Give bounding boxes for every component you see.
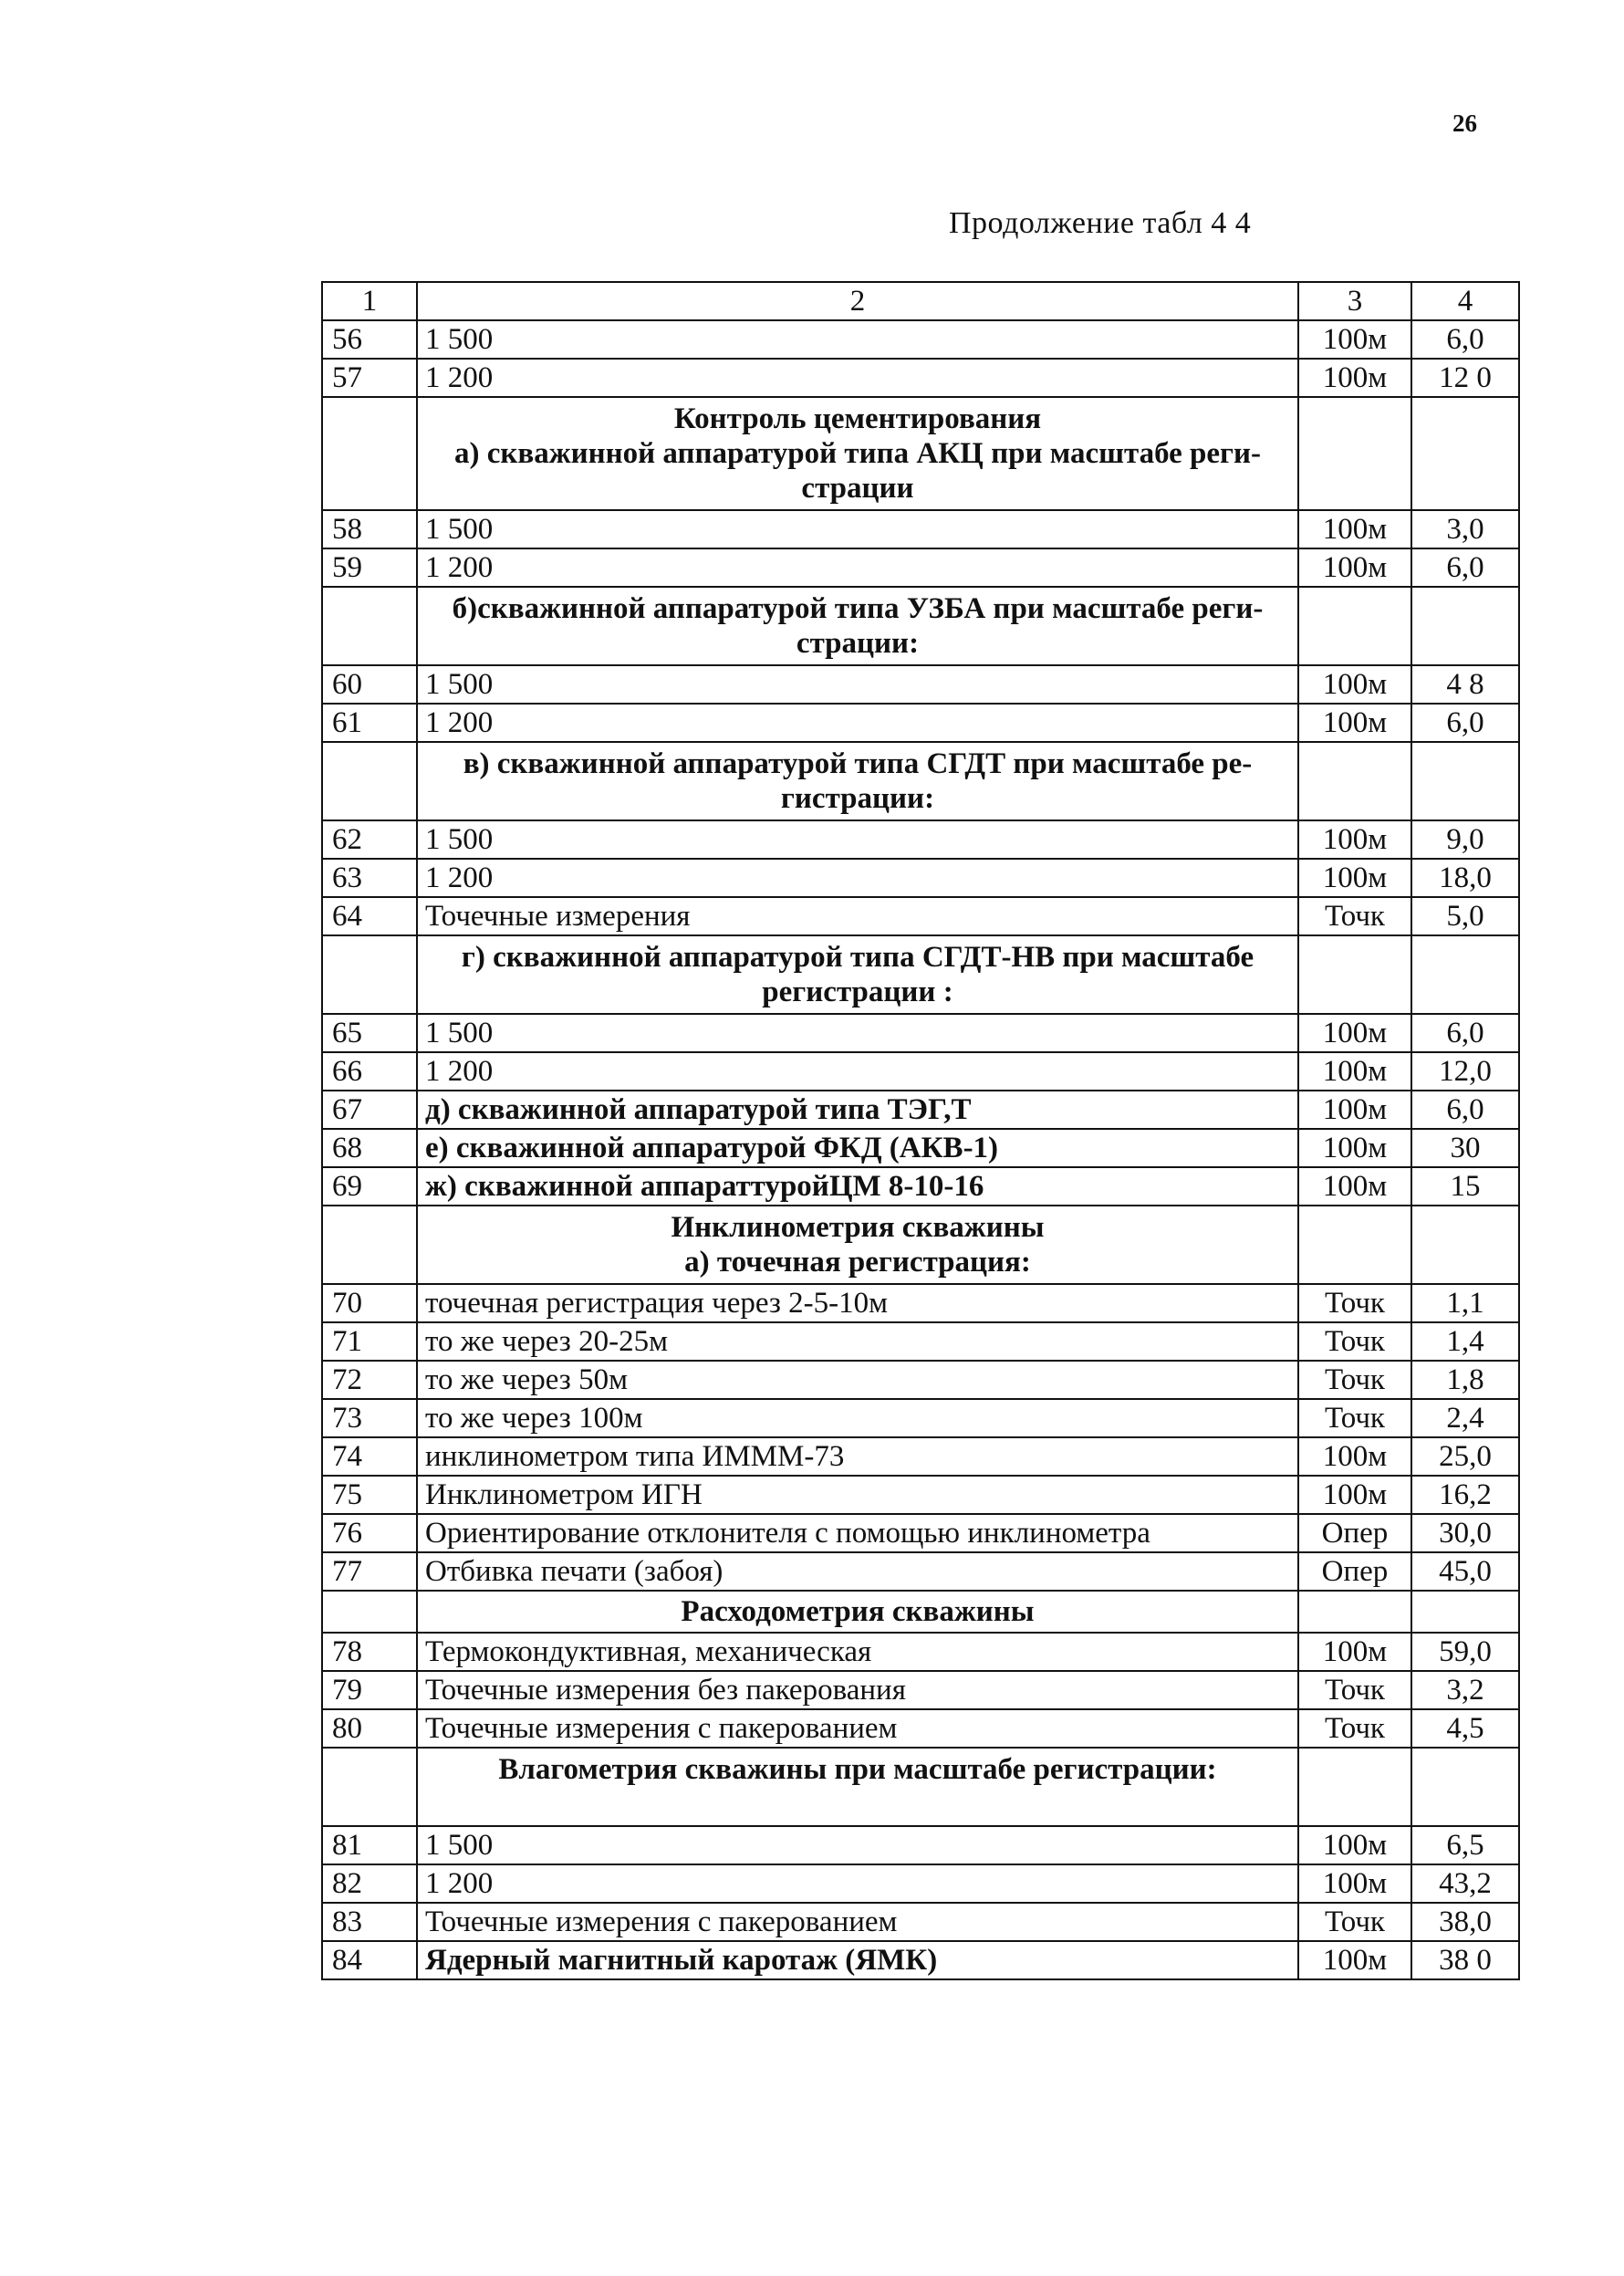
table-row	[322, 897, 1519, 935]
section-heading-row	[322, 935, 1519, 1014]
section-heading	[417, 397, 1298, 510]
row-unit: Точк	[1298, 1284, 1411, 1322]
row-unit: 100м	[1298, 859, 1411, 897]
row-description: то же через 20-25м	[417, 1322, 1298, 1361]
row-number: 76	[322, 1514, 417, 1552]
row-description: 1 500	[417, 320, 1298, 359]
row-number: 84	[322, 1941, 417, 1979]
table-row	[322, 859, 1519, 897]
row-value: 3,0	[1411, 510, 1519, 548]
row-description: 1 200	[417, 859, 1298, 897]
row-description: Точечные измерения без пакерования	[417, 1671, 1298, 1709]
section-heading-line: б)скважинной аппаратурой типа УЗБА при масштабе реги-	[452, 592, 1264, 625]
section-heading-line: а) скважинной аппаратурой типа АКЦ при масштабе реги-	[453, 437, 1262, 470]
row-unit: 100м	[1298, 1941, 1411, 1979]
row-value: 1,1	[1411, 1284, 1519, 1322]
row-description: 1 200	[417, 704, 1298, 742]
section-heading-line: страции:	[796, 627, 920, 660]
row-value: 2,4	[1411, 1399, 1519, 1437]
row-unit: Опер	[1298, 1514, 1411, 1552]
row-number: 69	[322, 1167, 417, 1206]
table-body	[322, 282, 1519, 1979]
table-row	[322, 359, 1519, 397]
row-value: 12,0	[1411, 1052, 1519, 1091]
table-row	[322, 1284, 1519, 1322]
row-value: 1,4	[1411, 1322, 1519, 1361]
empty-cell	[1411, 1748, 1519, 1826]
section-heading-line: гистрации:	[780, 782, 935, 815]
row-value: 6,0	[1411, 1091, 1519, 1129]
section-heading-line: страции	[801, 472, 914, 505]
table-row	[322, 1552, 1519, 1591]
empty-cell	[322, 1748, 417, 1826]
row-number: 65	[322, 1014, 417, 1052]
row-value: 30	[1411, 1129, 1519, 1167]
row-description: Инклинометром ИГН	[417, 1476, 1298, 1514]
section-heading-row	[322, 742, 1519, 820]
row-description: то же через 100м	[417, 1399, 1298, 1437]
table-row	[322, 1052, 1519, 1091]
row-description: 1 200	[417, 1864, 1298, 1903]
empty-cell	[1298, 397, 1411, 510]
row-number: 81	[322, 1826, 417, 1864]
table-row	[322, 1476, 1519, 1514]
header-col-4: 4	[1411, 282, 1519, 320]
table-row	[322, 1864, 1519, 1903]
row-unit: 100м	[1298, 665, 1411, 704]
row-value: 25,0	[1411, 1437, 1519, 1476]
row-unit: 100м	[1298, 1167, 1411, 1206]
table-row	[322, 1941, 1519, 1979]
table-row	[322, 704, 1519, 742]
table-header-row	[322, 282, 1519, 320]
table-row	[322, 1129, 1519, 1167]
row-description: 1 500	[417, 820, 1298, 859]
row-description: точечная регистрация через 2-5-10м	[417, 1284, 1298, 1322]
row-value: 9,0	[1411, 820, 1519, 859]
section-heading-line: регистрации :	[762, 976, 953, 1008]
section-heading	[417, 1591, 1298, 1633]
row-number: 60	[322, 665, 417, 704]
section-heading-line: г) скважинной аппаратурой типа СГДТ-НВ при масштабе	[461, 941, 1254, 974]
section-heading	[417, 1206, 1298, 1284]
row-unit: 100м	[1298, 510, 1411, 548]
table-row	[322, 1091, 1519, 1129]
empty-cell	[1411, 587, 1519, 665]
table-row	[322, 1671, 1519, 1709]
row-number: 70	[322, 1284, 417, 1322]
header-col-1: 1	[322, 282, 417, 320]
row-number: 73	[322, 1399, 417, 1437]
row-value: 6,0	[1411, 704, 1519, 742]
empty-cell	[1298, 1206, 1411, 1284]
row-value: 6,0	[1411, 320, 1519, 359]
table-row	[322, 1633, 1519, 1671]
row-number: 75	[322, 1476, 417, 1514]
row-number: 82	[322, 1864, 417, 1903]
row-unit: 100м	[1298, 1864, 1411, 1903]
row-number: 67	[322, 1091, 417, 1129]
row-description: 1 500	[417, 1826, 1298, 1864]
row-number: 72	[322, 1361, 417, 1399]
row-number: 71	[322, 1322, 417, 1361]
row-value: 30,0	[1411, 1514, 1519, 1552]
row-value: 12 0	[1411, 359, 1519, 397]
row-description: Ориентирование отклонителя с помощью инклинометра	[417, 1514, 1298, 1552]
row-number: 61	[322, 704, 417, 742]
row-description: е) скважинной аппаратурой ФКД (АКВ-1)	[417, 1129, 1298, 1167]
page-number: 26	[1452, 110, 1477, 137]
row-unit: Точк	[1298, 1709, 1411, 1748]
row-number: 62	[322, 820, 417, 859]
row-value: 59,0	[1411, 1633, 1519, 1671]
table-row	[322, 1361, 1519, 1399]
empty-cell	[322, 1206, 417, 1284]
row-unit: 100м	[1298, 1476, 1411, 1514]
empty-cell	[322, 935, 417, 1014]
row-description: 1 500	[417, 1014, 1298, 1052]
table-row	[322, 320, 1519, 359]
row-value: 38 0	[1411, 1941, 1519, 1979]
section-heading	[417, 935, 1298, 1014]
section-heading-row	[322, 397, 1519, 510]
section-heading-line	[429, 1787, 1286, 1822]
section-heading-row	[322, 1206, 1519, 1284]
row-description: то же через 50м	[417, 1361, 1298, 1399]
row-number: 78	[322, 1633, 417, 1671]
empty-cell	[322, 1591, 417, 1633]
section-heading	[417, 587, 1298, 665]
table-row	[322, 665, 1519, 704]
header-col-2: 2	[417, 282, 1298, 320]
row-value: 38,0	[1411, 1903, 1519, 1941]
row-description: Точечные измерения с пакерованием	[417, 1903, 1298, 1941]
row-unit: 100м	[1298, 1129, 1411, 1167]
row-number: 56	[322, 320, 417, 359]
row-description: Точечные измерения	[417, 897, 1298, 935]
row-description: д) скважинной аппаратурой типа ТЭГ,Т	[417, 1091, 1298, 1129]
empty-cell	[1411, 1206, 1519, 1284]
row-description: ж) скважинной аппараттуройЦМ 8-10-16	[417, 1167, 1298, 1206]
empty-cell	[1298, 742, 1411, 820]
empty-cell	[322, 742, 417, 820]
row-value: 15	[1411, 1167, 1519, 1206]
table-row	[322, 1903, 1519, 1941]
table-row	[322, 1167, 1519, 1206]
row-unit: 100м	[1298, 1826, 1411, 1864]
section-heading-row	[322, 1591, 1519, 1633]
section-heading-row	[322, 587, 1519, 665]
empty-cell	[1298, 1591, 1411, 1633]
table-row	[322, 1399, 1519, 1437]
row-unit: 100м	[1298, 1014, 1411, 1052]
row-description: Точечные измерения с пакерованием	[417, 1709, 1298, 1748]
row-unit: 100м	[1298, 704, 1411, 742]
table-row	[322, 1014, 1519, 1052]
row-unit: Точк	[1298, 1399, 1411, 1437]
row-description: Отбивка печати (забоя)	[417, 1552, 1298, 1591]
row-number: 58	[322, 510, 417, 548]
section-heading-row	[322, 1748, 1519, 1826]
table-row	[322, 1709, 1519, 1748]
row-unit: 100м	[1298, 820, 1411, 859]
table-row	[322, 548, 1519, 587]
row-value: 4,5	[1411, 1709, 1519, 1748]
row-value: 4 8	[1411, 665, 1519, 704]
row-unit: 100м	[1298, 320, 1411, 359]
row-number: 83	[322, 1903, 417, 1941]
empty-cell	[1298, 1748, 1411, 1826]
row-unit: Точк	[1298, 1322, 1411, 1361]
section-heading-line: Влагометрия скважины при масштабе регистрации:	[498, 1753, 1217, 1786]
table-row	[322, 1322, 1519, 1361]
section-heading	[417, 1748, 1298, 1826]
row-number: 77	[322, 1552, 417, 1591]
section-heading-line: Инклинометрия скважины	[671, 1211, 1045, 1244]
row-value: 6,5	[1411, 1826, 1519, 1864]
table-row	[322, 1514, 1519, 1552]
row-description: инклинометром типа ИМММ-73	[417, 1437, 1298, 1476]
row-unit: 100м	[1298, 1633, 1411, 1671]
price-table	[321, 281, 1520, 1980]
row-unit: 100м	[1298, 1437, 1411, 1476]
row-description: 1 200	[417, 1052, 1298, 1091]
row-value: 45,0	[1411, 1552, 1519, 1591]
row-unit: 100м	[1298, 1091, 1411, 1129]
table-row	[322, 510, 1519, 548]
row-description: 1 200	[417, 548, 1298, 587]
row-unit: Точк	[1298, 897, 1411, 935]
row-unit: 100м	[1298, 1052, 1411, 1091]
section-heading-line: а) точечная регистрация:	[684, 1246, 1031, 1279]
row-value: 6,0	[1411, 1014, 1519, 1052]
row-number: 68	[322, 1129, 417, 1167]
row-description: Ядерный магнитный каротаж (ЯМК)	[417, 1941, 1298, 1979]
row-value: 1,8	[1411, 1361, 1519, 1399]
table-row	[322, 1826, 1519, 1864]
row-value: 5,0	[1411, 897, 1519, 935]
row-unit: 100м	[1298, 548, 1411, 587]
empty-cell	[1411, 742, 1519, 820]
header-col-3: 3	[1298, 282, 1411, 320]
row-unit: Точк	[1298, 1903, 1411, 1941]
row-value: 16,2	[1411, 1476, 1519, 1514]
section-heading	[417, 742, 1298, 820]
row-unit: Опер	[1298, 1552, 1411, 1591]
row-description: 1 500	[417, 510, 1298, 548]
empty-cell	[1298, 587, 1411, 665]
section-heading-line: в) скважинной аппаратурой типа СГДТ при масштабе ре-	[463, 747, 1253, 780]
empty-cell	[1411, 935, 1519, 1014]
row-number: 79	[322, 1671, 417, 1709]
row-description: 1 500	[417, 665, 1298, 704]
row-unit: Точк	[1298, 1361, 1411, 1399]
empty-cell	[1411, 397, 1519, 510]
row-value: 43,2	[1411, 1864, 1519, 1903]
empty-cell	[322, 397, 417, 510]
empty-cell	[1411, 1591, 1519, 1633]
row-unit: Точк	[1298, 1671, 1411, 1709]
section-heading-line: Контроль цементирования	[673, 402, 1042, 435]
row-number: 74	[322, 1437, 417, 1476]
row-number: 80	[322, 1709, 417, 1748]
row-number: 64	[322, 897, 417, 935]
empty-cell	[1298, 935, 1411, 1014]
table-row	[322, 820, 1519, 859]
table-caption: Продолжение табл 4 4	[949, 206, 1252, 240]
row-number: 57	[322, 359, 417, 397]
row-value: 6,0	[1411, 548, 1519, 587]
row-unit: 100м	[1298, 359, 1411, 397]
row-value: 18,0	[1411, 859, 1519, 897]
empty-cell	[322, 587, 417, 665]
row-description: 1 200	[417, 359, 1298, 397]
table-row	[322, 1437, 1519, 1476]
row-number: 66	[322, 1052, 417, 1091]
row-description: Термокондуктивная, механическая	[417, 1633, 1298, 1671]
section-heading-line: Расходометрия скважины	[681, 1595, 1035, 1628]
row-value: 3,2	[1411, 1671, 1519, 1709]
row-number: 63	[322, 859, 417, 897]
row-number: 59	[322, 548, 417, 587]
